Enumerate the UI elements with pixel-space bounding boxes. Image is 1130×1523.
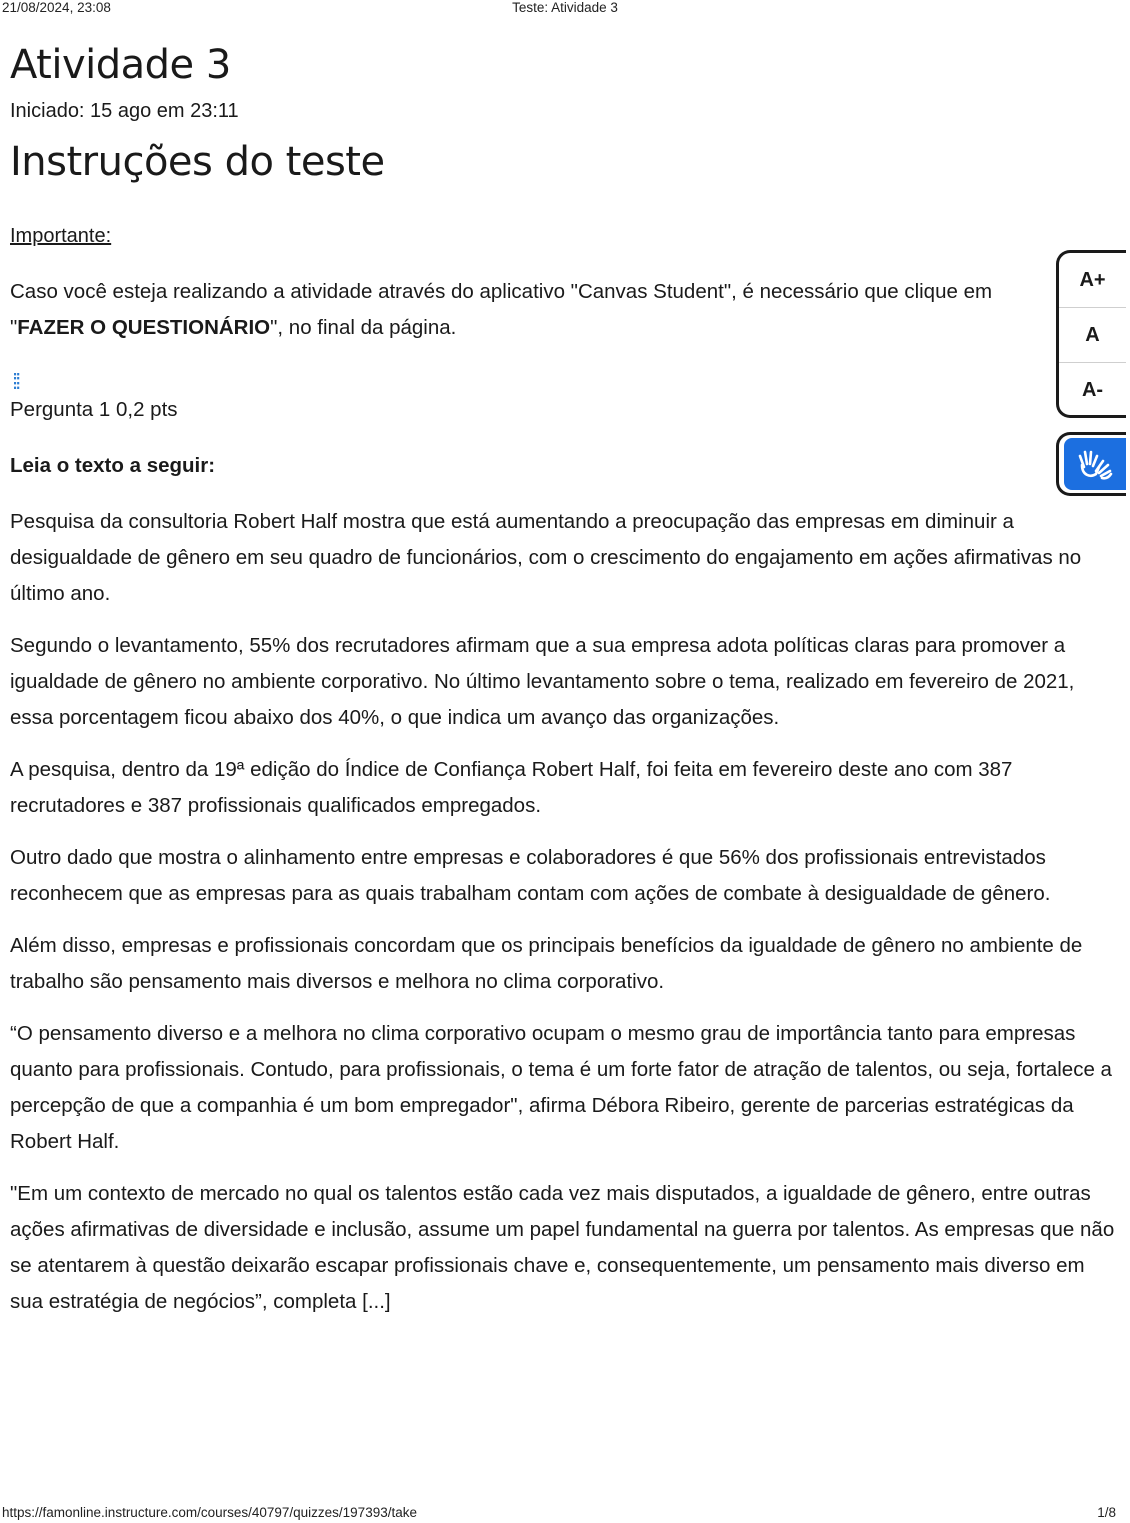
print-doc-title: Teste: Atividade 3	[512, 0, 618, 15]
question-paragraph: "Em um contexto de mercado no qual os talentos estão cada vez mais disputados, a igualdade de gênero, entre outras ações afirmativas de diversidade e inclusão, assume um papel fundamental na guerra por talentos. As empresas que não se atentarem à questão deixarão escapar profissionais chave e, consequentemente, um pensamento mais diverso em sua estratégia de negócios”, completa [...]	[10, 1182, 1115, 1313]
question-lead: Leia o texto a seguir:	[10, 454, 216, 477]
question-header: Pergunta 1 0,2 pts	[10, 398, 178, 421]
instructions-text	[10, 274, 1060, 346]
question-paragraph: “O pensamento diverso e a melhora no clima corporativo ocupam o mesmo grau de importância tanto para empresas quanto para profissionais. Contudo, para profissionais, o tema é um forte fator de atração de talentos, ou seja, fortalece a percepção de que a companhia é um bom empregador", afirma Débora Ribeiro, gerente de parcerias estratégicas da Robert Half.	[10, 1022, 1112, 1153]
sign-language-button[interactable]	[1064, 438, 1126, 490]
page-title: Atividade 3	[10, 42, 231, 88]
question-paragraph: Pesquisa da consultoria Robert Half mostra que está aumentando a preocupação das empresas em diminuir a desigualdade de gênero em seu quadro de funcionários, com o crescimento do engajamento em ações afirmativas no último ano.	[10, 510, 1082, 605]
print-url: https://famonline.instructure.com/courses/40797/quizzes/197393/take	[2, 1505, 417, 1520]
drag-handle-icon[interactable]: ⁞⁞	[12, 369, 19, 394]
font-increase-button[interactable]: A+	[1059, 253, 1126, 308]
sign-language-icon	[1076, 447, 1114, 481]
instructions-text-part1: Caso você esteja realizando a atividade através do aplicativo "Canvas Student", é necessário que clique em "	[10, 280, 993, 339]
font-reset-button[interactable]: A	[1059, 308, 1126, 363]
print-datetime: 21/08/2024, 23:08	[2, 0, 111, 15]
page-number: 1/8	[1097, 1505, 1116, 1520]
accessibility-widget[interactable]	[1056, 432, 1126, 496]
instructions-text-part2: ", no final da página.	[270, 316, 457, 339]
quiz-content	[10, 38, 1122, 1336]
started-timestamp: Iniciado: 15 ago em 23:11	[10, 100, 239, 122]
question-paragraph: Outro dado que mostra o alinhamento entre empresas e colaboradores é que 56% dos profissionais entrevistados reconhecem que as empresas para as quais trabalham contam com ações de combate à desigualdade de gênero.	[10, 846, 1051, 905]
font-decrease-button[interactable]: A-	[1081, 378, 1104, 401]
important-label: Importante:	[10, 225, 112, 247]
question-paragraph: Segundo o levantamento, 55% dos recrutadores afirmam que a sua empresa adota políticas claras para promover a igualdade de gênero no ambiente corporativo. No último levantamento sobre o tema, realizado em fevereiro de 2021, essa porcentagem ficou abaixo dos 40%, o que indica um avanço das organizações.	[10, 634, 1075, 729]
font-size-panel	[1056, 250, 1126, 418]
print-header	[0, 0, 1130, 18]
instructions-heading: Instruções do teste	[10, 139, 385, 185]
instructions-text-bold: FAZER O QUESTIONÁRIO	[17, 316, 271, 339]
question-paragraph: Além disso, empresas e profissionais concordam que os principais benefícios da igualdade de gênero no ambiente de trabalho são pensamento mais diversos e melhora no clima corporativo.	[10, 934, 1083, 993]
question-paragraph: A pesquisa, dentro da 19ª edição do Índice de Confiança Robert Half, foi feita em fevereiro deste ano com 387 recrutadores e 387 profissionais qualificados empregados.	[10, 758, 1013, 817]
